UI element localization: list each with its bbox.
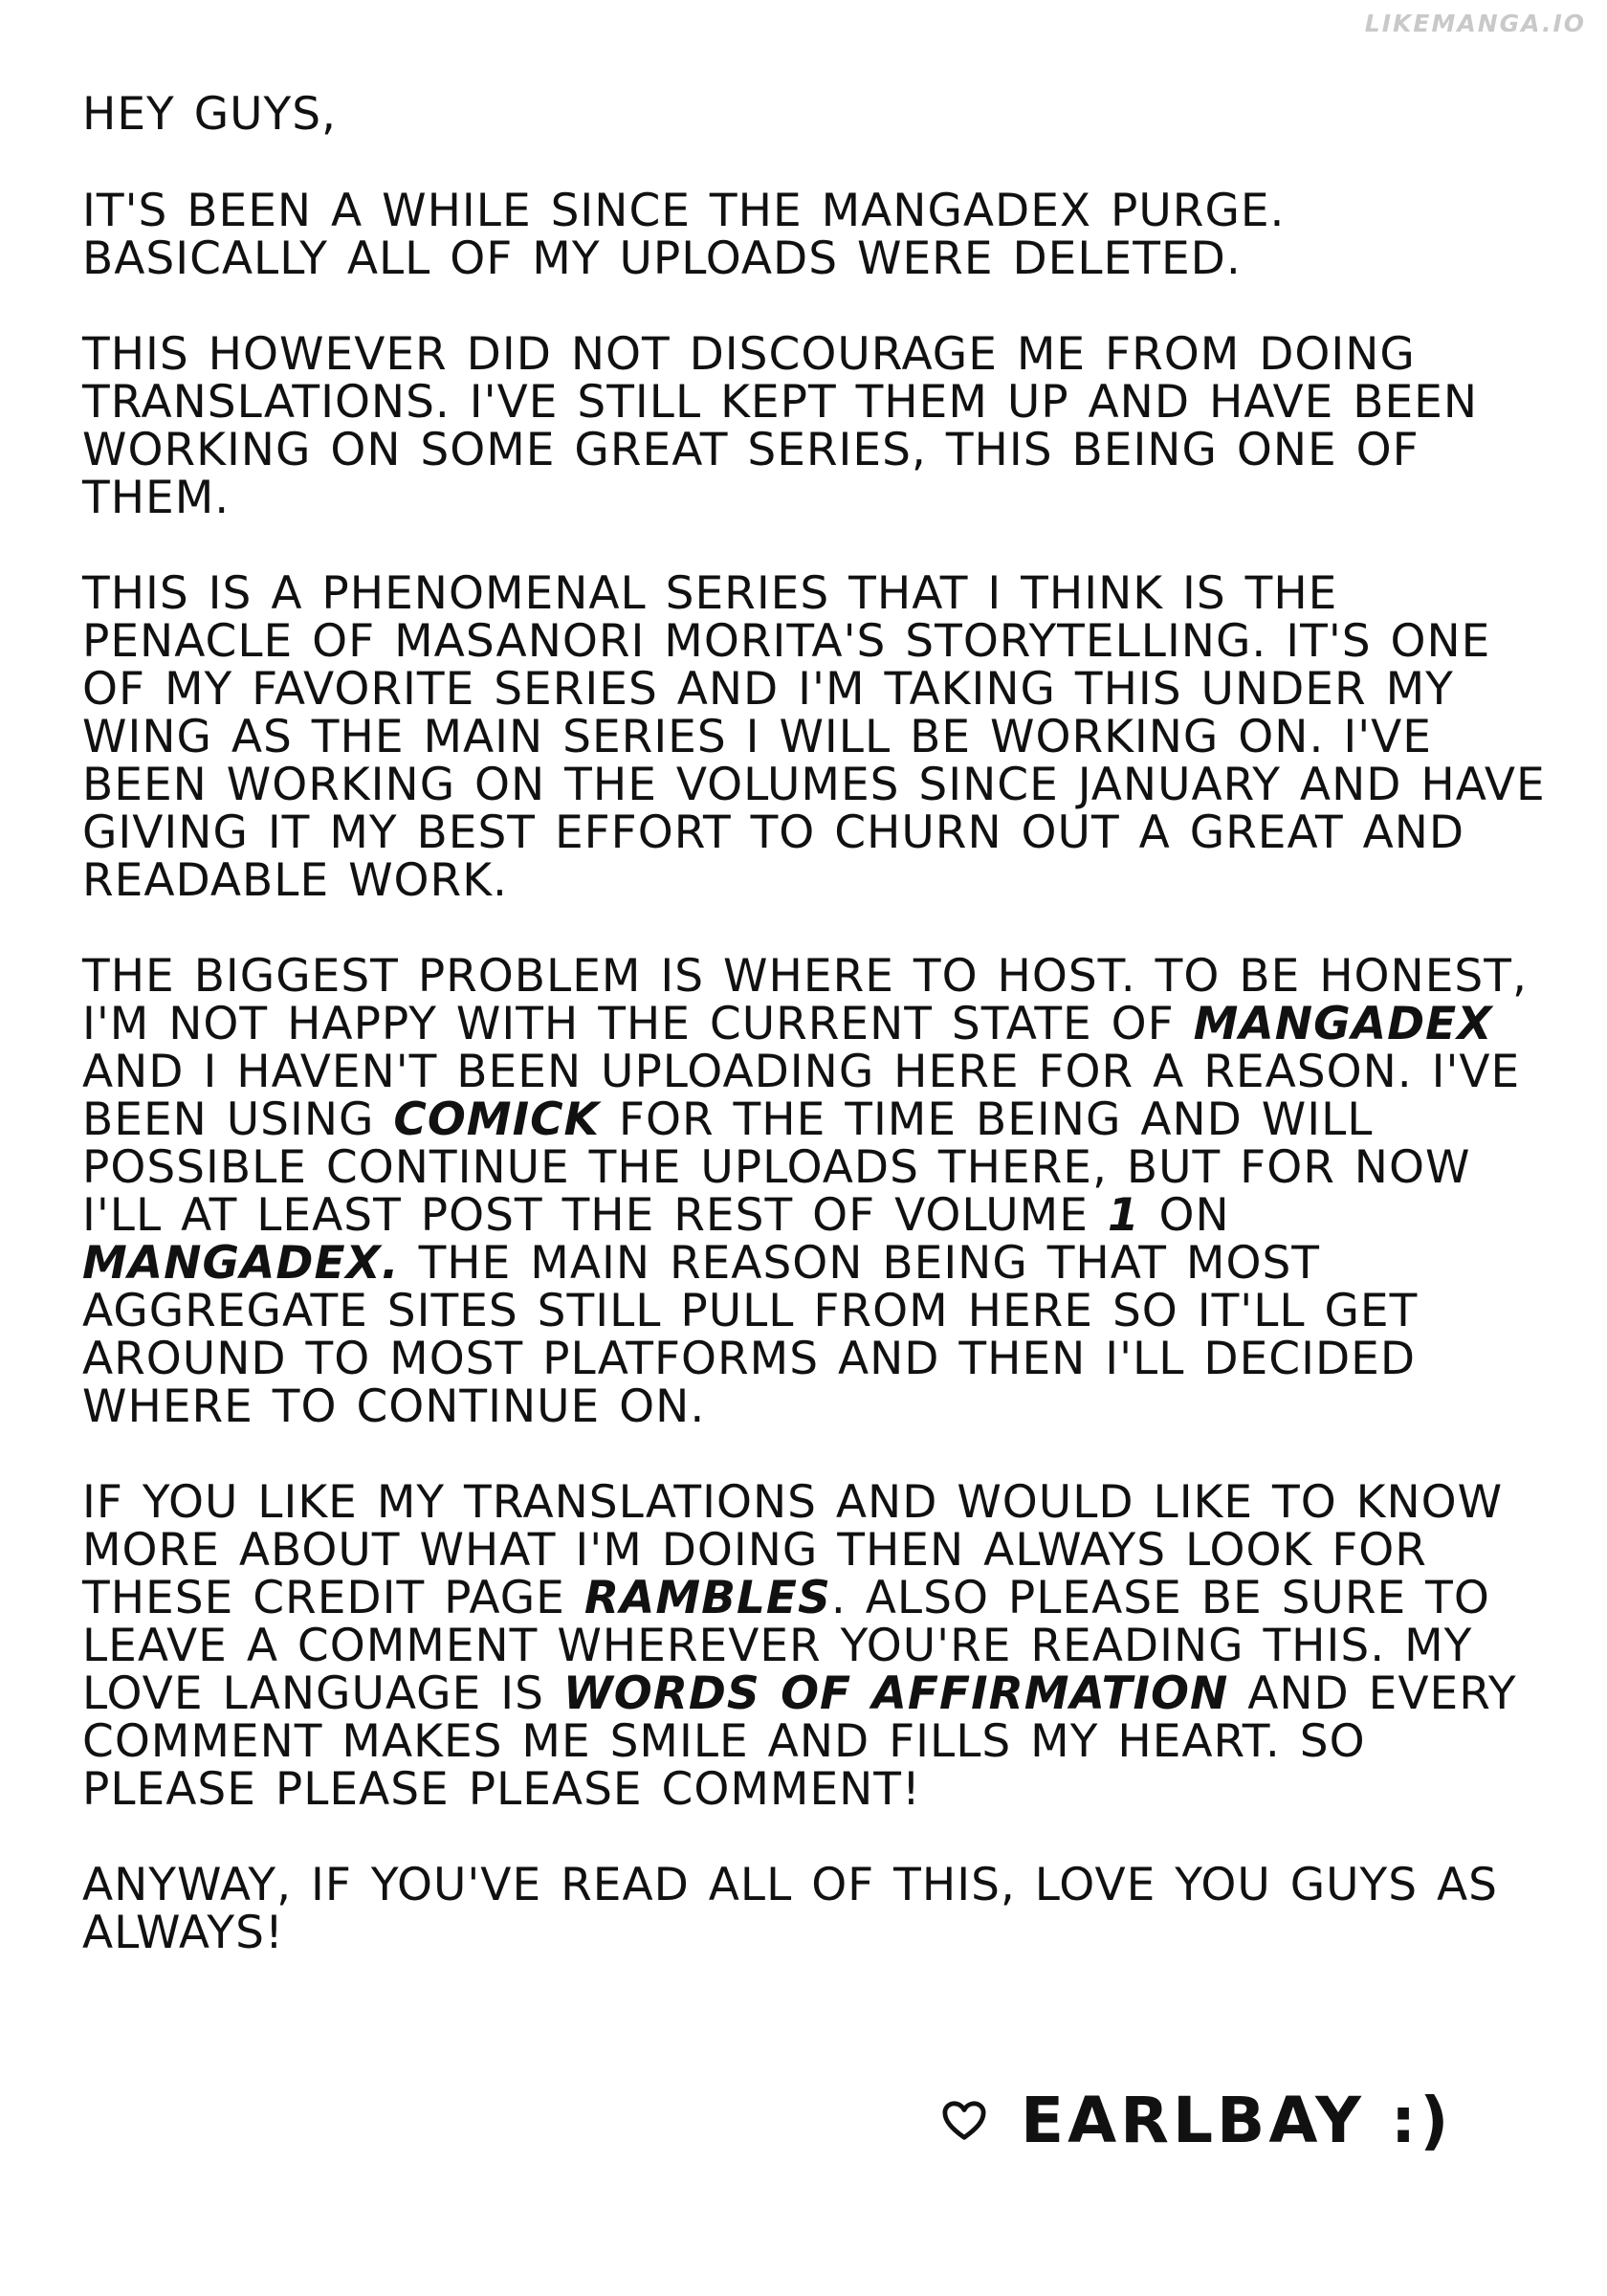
paragraph-hosting: [82, 950, 1546, 1433]
text-segment: FOR THE TIME BEING AND WILL POSSIBLE CONTINUE THE UPLOADS THERE, BUT FOR NOW I'LL AT LEAST POST THE REST OF VOLUME: [82, 1093, 1471, 1242]
emphasis-comick: COMICK: [393, 1093, 600, 1146]
paragraph-translations: THIS HOWEVER DID NOT DISCOURAGE ME FROM DOING TRANSLATIONS. I'VE STILL KEPT THEM UP AND HAVE BEEN WORKING ON SOME GREAT SERIES, THIS BEING ONE OF THEM.: [82, 328, 1479, 524]
site-watermark: LIKEMANGA.IO: [1364, 10, 1586, 37]
text-segment: ON: [1139, 1189, 1230, 1242]
signature: [942, 2084, 1452, 2157]
paragraph-series-praise: THIS IS A PHENOMENAL SERIES THAT I THINK IS THE PENACLE OF MASANORI MORITA'S STORYTELLING. IT'S ONE OF MY FAVORITE SERIES AND I'M TAKING THIS UNDER MY WING AS THE MAIN SERIES I WILL BE WORKING ON. I'VE BEEN WORKING ON THE VOLUMES SINCE JANUARY AND HAVE GIVING IT MY BEST EFFORT TO CHURN OUT A GREAT AND READABLE WORK.: [82, 567, 1546, 907]
paragraph-closing: ANYWAY, IF YOU'VE READ ALL OF THIS, LOVE YOU GUYS AS ALWAYS!: [82, 1859, 1499, 1959]
paragraph-comment-request: [82, 1476, 1546, 1816]
paragraph-mangadex-purge: IT'S BEEN A WHILE SINCE THE MANGADEX PURGE. BASICALLY ALL OF MY UPLOADS WERE DELETED.: [82, 185, 1286, 285]
emphasis-volume-number: 1: [1107, 1189, 1140, 1242]
text-segment: IF YOU LIKE MY TRANSLATIONS AND WOULD LIKE TO KNOW MORE ABOUT WHAT I'M DOING THEN ALWAYS LOOK FOR THESE CREDIT PAGE: [82, 1476, 1504, 1624]
emphasis-mangadex: MANGADEX.: [82, 1237, 400, 1290]
emphasis-rambles: RAMBLES: [583, 1572, 831, 1624]
text-segment: AND EVERY COMMENT MAKES ME SMILE AND FILLS MY HEART. SO PLEASE PLEASE PLEASE COMMENT!: [82, 1667, 1517, 1816]
text-segment: . ALSO PLEASE BE SURE TO LEAVE A COMMENT WHEREVER YOU'RE READING THIS. MY LOVE LANGUAGE IS: [82, 1572, 1490, 1720]
emphasis-mangadex: MANGADEX: [1193, 998, 1493, 1050]
text-segment: THE BIGGEST PROBLEM IS WHERE TO HOST. TO BE HONEST, I'M NOT HAPPY WITH THE CURRENT STATE OF: [82, 950, 1528, 1050]
heart-outline-icon: [942, 2100, 986, 2142]
signature-name: EARLBAY :): [1021, 2084, 1453, 2157]
emphasis-words-of-affirmation: WORDS OF AFFIRMATION: [562, 1667, 1229, 1720]
greeting: HEY GUYS,: [82, 88, 337, 141]
letter-body: [82, 88, 1546, 2005]
text-segment: AND I HAVEN'T BEEN UPLOADING HERE FOR A REASON. I'VE BEEN USING: [82, 1046, 1521, 1146]
text-segment: THE MAIN REASON BEING THAT MOST AGGREGATE SITES STILL PULL FROM HERE SO IT'LL GET AROUND TO MOST PLATFORMS AND THEN I'LL DECIDED WHERE TO CONTINUE ON.: [82, 1237, 1419, 1433]
